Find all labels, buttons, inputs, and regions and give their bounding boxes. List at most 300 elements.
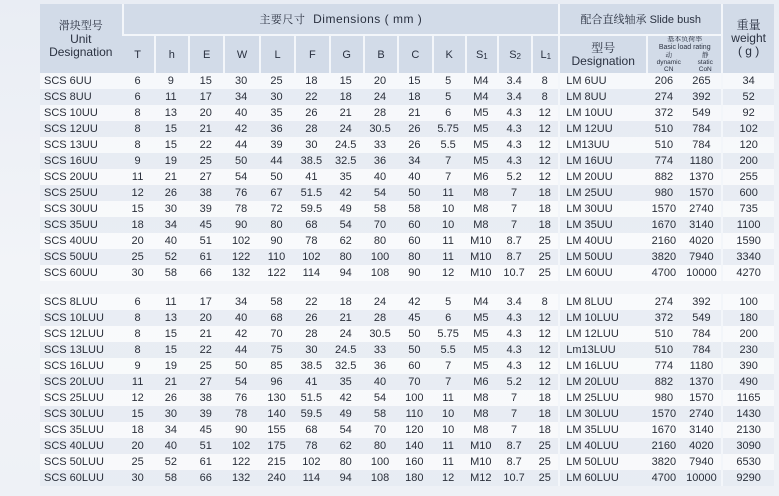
cell-K: 12 xyxy=(432,265,465,281)
cell-dynamic: 1570 xyxy=(646,201,681,217)
cell-L: 80 xyxy=(259,217,294,233)
cell-G: 94 xyxy=(329,470,363,486)
cell-S1: M8 xyxy=(465,201,497,217)
cell-C: 60 xyxy=(397,233,431,249)
table-row xyxy=(40,310,774,326)
cell-S1: M5 xyxy=(465,342,497,358)
cell-T: 30 xyxy=(122,265,154,281)
cell-model: LM 20UU xyxy=(558,169,646,185)
cell-S2: 3.4 xyxy=(497,294,531,310)
cell-weight: 490 xyxy=(721,374,774,390)
table-row xyxy=(40,454,774,470)
cell-weight: 9290 xyxy=(721,470,774,486)
cell-unit: SCS 50LUU xyxy=(40,454,122,470)
cell-W: 50 xyxy=(223,358,258,374)
cell-F: 28 xyxy=(294,326,328,342)
cell-S2: 4.3 xyxy=(497,105,531,121)
cell-weight: 102 xyxy=(721,121,774,137)
cell-h: 19 xyxy=(154,153,188,169)
cell-S2: 7 xyxy=(497,390,531,406)
cell-W: 78 xyxy=(223,201,258,217)
cell-W: 102 xyxy=(223,438,258,454)
cell-T: 18 xyxy=(122,422,154,438)
cell-unit: SCS 20UU xyxy=(40,169,122,185)
cell-E: 17 xyxy=(188,294,223,310)
cell-static: 3140 xyxy=(682,217,722,233)
cell-C: 90 xyxy=(397,265,431,281)
cell-h: 13 xyxy=(154,310,188,326)
cell-L1: 12 xyxy=(531,310,558,326)
cell-model: LM 6UU xyxy=(558,73,646,89)
cell-h: 11 xyxy=(154,89,188,105)
cell-L: 58 xyxy=(259,294,294,310)
cell-L: 110 xyxy=(259,249,294,265)
cell-static: 784 xyxy=(682,121,722,137)
cell-E: 15 xyxy=(188,73,223,89)
cell-B: 54 xyxy=(363,390,397,406)
cell-S2: 7 xyxy=(497,422,531,438)
cell-unit: SCS 13LUU xyxy=(40,342,122,358)
cell-static: 1570 xyxy=(682,185,722,201)
cell-weight: 6530 xyxy=(721,454,774,470)
cell-unit: SCS 40LUU xyxy=(40,438,122,454)
cell-G: 24 xyxy=(329,121,363,137)
cell-C: 58 xyxy=(397,201,431,217)
unit-designation-header: 滑块型号 Unit Designation xyxy=(40,4,122,73)
cell-static: 784 xyxy=(682,137,722,153)
cell-K: 5.75 xyxy=(432,121,465,137)
cell-model: LM 30LUU xyxy=(558,406,646,422)
cell-C: 50 xyxy=(397,185,431,201)
cell-model: LM 50UU xyxy=(558,249,646,265)
col-G: G xyxy=(329,34,363,73)
cell-F: 59.5 xyxy=(294,406,328,422)
cell-dynamic: 510 xyxy=(646,326,681,342)
cell-S2: 8.7 xyxy=(497,233,531,249)
cell-C: 110 xyxy=(397,406,431,422)
cell-S2: 10.7 xyxy=(497,470,531,486)
cell-B: 58 xyxy=(363,201,397,217)
cell-L1: 12 xyxy=(531,137,558,153)
cell-model: LM 8UU xyxy=(558,89,646,105)
cell-G: 49 xyxy=(329,406,363,422)
cell-L: 39 xyxy=(259,137,294,153)
cell-static: 7940 xyxy=(682,454,722,470)
cell-h: 52 xyxy=(154,454,188,470)
col-T: T xyxy=(122,34,154,73)
cell-model: LM 16LUU xyxy=(558,358,646,374)
cell-L: 140 xyxy=(259,406,294,422)
cell-unit: SCS 60UU xyxy=(40,265,122,281)
cell-C: 60 xyxy=(397,217,431,233)
cell-model: LM 35LUU xyxy=(558,422,646,438)
cell-static: 2740 xyxy=(682,406,722,422)
cell-L: 70 xyxy=(259,326,294,342)
cell-h: 58 xyxy=(154,265,188,281)
cell-static: 10000 xyxy=(682,265,722,281)
cell-E: 22 xyxy=(188,137,223,153)
cell-L1: 18 xyxy=(531,201,558,217)
cell-F: 68 xyxy=(294,422,328,438)
cell-weight: 600 xyxy=(721,185,774,201)
cell-B: 20 xyxy=(363,73,397,89)
weight-header: 重量 weight ( g ) xyxy=(721,4,774,73)
cell-G: 49 xyxy=(329,201,363,217)
cell-dynamic: 882 xyxy=(646,374,681,390)
cell-B: 58 xyxy=(363,406,397,422)
cell-weight: 1430 xyxy=(721,406,774,422)
cell-L1: 18 xyxy=(531,406,558,422)
cell-C: 180 xyxy=(397,470,431,486)
cell-K: 6 xyxy=(432,105,465,121)
table-row xyxy=(40,89,774,105)
cell-C: 45 xyxy=(397,310,431,326)
cell-S1: M12 xyxy=(465,470,497,486)
table-row xyxy=(40,249,774,265)
cell-E: 25 xyxy=(188,153,223,169)
cell-T: 12 xyxy=(122,390,154,406)
cell-L1: 25 xyxy=(531,438,558,454)
cell-static: 392 xyxy=(682,89,722,105)
cell-E: 66 xyxy=(188,470,223,486)
cell-T: 20 xyxy=(122,438,154,454)
cell-dynamic: 980 xyxy=(646,390,681,406)
cell-L: 90 xyxy=(259,233,294,249)
cell-h: 21 xyxy=(154,374,188,390)
table-row xyxy=(40,233,774,249)
dynamic-rating-label: 动 dynamic CN xyxy=(656,52,681,73)
cell-T: 6 xyxy=(122,89,154,105)
cell-B: 108 xyxy=(363,470,397,486)
cell-unit: SCS 8LUU xyxy=(40,294,122,310)
cell-static: 1180 xyxy=(682,358,722,374)
cell-weight: 4270 xyxy=(721,265,774,281)
cell-L1: 12 xyxy=(531,153,558,169)
cell-dynamic: 372 xyxy=(646,105,681,121)
cell-W: 90 xyxy=(223,422,258,438)
table-row xyxy=(40,137,774,153)
cell-T: 6 xyxy=(122,73,154,89)
cell-C: 120 xyxy=(397,422,431,438)
col-C: C xyxy=(397,34,431,73)
cell-K: 11 xyxy=(432,185,465,201)
cell-S1: M10 xyxy=(465,249,497,265)
cell-L: 72 xyxy=(259,201,294,217)
cell-C: 26 xyxy=(397,137,431,153)
cell-h: 9 xyxy=(154,73,188,89)
cell-K: 11 xyxy=(432,249,465,265)
cell-B: 70 xyxy=(363,422,397,438)
cell-h: 34 xyxy=(154,422,188,438)
cell-unit: SCS 25UU xyxy=(40,185,122,201)
cell-C: 42 xyxy=(397,294,431,310)
cell-S1: M8 xyxy=(465,185,497,201)
cell-h: 13 xyxy=(154,105,188,121)
cell-S1: M5 xyxy=(465,358,497,374)
cell-S2: 4.3 xyxy=(497,358,531,374)
cell-W: 122 xyxy=(223,454,258,470)
cell-S2: 8.7 xyxy=(497,454,531,470)
cell-K: 11 xyxy=(432,438,465,454)
cell-S1: M5 xyxy=(465,137,497,153)
cell-unit: SCS 35LUU xyxy=(40,422,122,438)
cell-L1: 12 xyxy=(531,169,558,185)
cell-T: 15 xyxy=(122,201,154,217)
cell-B: 28 xyxy=(363,310,397,326)
cell-F: 30 xyxy=(294,342,328,358)
cell-L: 25 xyxy=(259,73,294,89)
cell-unit: SCS 16UU xyxy=(40,153,122,169)
cell-W: 78 xyxy=(223,406,258,422)
cell-B: 80 xyxy=(363,438,397,454)
cell-unit: SCS 8UU xyxy=(40,89,122,105)
cell-L1: 12 xyxy=(531,121,558,137)
cell-F: 41 xyxy=(294,374,328,390)
cell-L: 215 xyxy=(259,454,294,470)
cell-dynamic: 980 xyxy=(646,185,681,201)
cell-weight: 3090 xyxy=(721,438,774,454)
cell-L1: 18 xyxy=(531,217,558,233)
cell-T: 8 xyxy=(122,342,154,358)
cell-E: 45 xyxy=(188,422,223,438)
cell-K: 10 xyxy=(432,201,465,217)
table-row xyxy=(40,217,774,233)
table-row xyxy=(40,105,774,121)
cell-W: 50 xyxy=(223,153,258,169)
table-row xyxy=(40,326,774,342)
cell-unit: SCS 10UU xyxy=(40,105,122,121)
table-row xyxy=(40,390,774,406)
cell-dynamic: 3820 xyxy=(646,454,681,470)
cell-S2: 4.3 xyxy=(497,342,531,358)
cell-G: 54 xyxy=(329,422,363,438)
cell-B: 100 xyxy=(363,249,397,265)
cell-G: 24 xyxy=(329,326,363,342)
table-row xyxy=(40,185,774,201)
cell-T: 8 xyxy=(122,137,154,153)
cell-T: 20 xyxy=(122,233,154,249)
cell-weight: 200 xyxy=(721,153,774,169)
cell-C: 80 xyxy=(397,249,431,265)
cell-static: 2740 xyxy=(682,201,722,217)
cell-model: LM 35UU xyxy=(558,217,646,233)
cell-K: 5.75 xyxy=(432,326,465,342)
cell-W: 40 xyxy=(223,105,258,121)
cell-L1: 18 xyxy=(531,185,558,201)
dimensions-header: 主要尺寸 Dimensions ( mm ) xyxy=(122,4,559,34)
cell-E: 61 xyxy=(188,249,223,265)
cell-C: 160 xyxy=(397,454,431,470)
cell-F: 22 xyxy=(294,294,328,310)
cell-W: 102 xyxy=(223,233,258,249)
cell-h: 34 xyxy=(154,217,188,233)
slide-bush-header: 配合直线轴承 Slide bush xyxy=(558,4,721,34)
cell-E: 21 xyxy=(188,326,223,342)
table-body xyxy=(40,73,774,486)
table-row xyxy=(40,422,774,438)
cell-B: 36 xyxy=(363,153,397,169)
table-header xyxy=(40,4,774,73)
cell-S1: M10 xyxy=(465,438,497,454)
cell-S1: M10 xyxy=(465,233,497,249)
cell-K: 10 xyxy=(432,422,465,438)
cell-W: 132 xyxy=(223,470,258,486)
cell-T: 9 xyxy=(122,153,154,169)
cell-model: LM 10LUU xyxy=(558,310,646,326)
cell-h: 26 xyxy=(154,390,188,406)
cell-L1: 18 xyxy=(531,422,558,438)
cell-F: 26 xyxy=(294,310,328,326)
cell-dynamic: 274 xyxy=(646,294,681,310)
cell-W: 132 xyxy=(223,265,258,281)
cell-dynamic: 510 xyxy=(646,137,681,153)
cell-unit: SCS 20LUU xyxy=(40,374,122,390)
cell-L: 122 xyxy=(259,265,294,281)
cell-F: 18 xyxy=(294,73,328,89)
cell-K: 7 xyxy=(432,358,465,374)
cell-S2: 5.2 xyxy=(497,374,531,390)
cell-S1: M5 xyxy=(465,153,497,169)
cell-B: 36 xyxy=(363,358,397,374)
cell-S1: M6 xyxy=(465,374,497,390)
cell-T: 25 xyxy=(122,249,154,265)
cell-unit: SCS 60LUU xyxy=(40,470,122,486)
cell-T: 30 xyxy=(122,470,154,486)
cell-L1: 12 xyxy=(531,358,558,374)
cell-unit: SCS 13UU xyxy=(40,137,122,153)
table-row xyxy=(40,153,774,169)
cell-S1: M10 xyxy=(465,265,497,281)
cell-S1: M6 xyxy=(465,169,497,185)
cell-S1: M8 xyxy=(465,422,497,438)
cell-L: 85 xyxy=(259,358,294,374)
cell-dynamic: 206 xyxy=(646,73,681,89)
cell-weight: 92 xyxy=(721,105,774,121)
table-row xyxy=(40,358,774,374)
cell-L1: 25 xyxy=(531,454,558,470)
table-row xyxy=(40,342,774,358)
cell-G: 21 xyxy=(329,105,363,121)
cell-C: 18 xyxy=(397,89,431,105)
table-row xyxy=(40,470,774,486)
cell-weight: 120 xyxy=(721,137,774,153)
cell-S2: 3.4 xyxy=(497,89,531,105)
cell-model: LM 20LUU xyxy=(558,374,646,390)
cell-L1: 12 xyxy=(531,326,558,342)
cell-S2: 7 xyxy=(497,406,531,422)
cell-S1: M5 xyxy=(465,326,497,342)
cell-E: 27 xyxy=(188,374,223,390)
cell-unit: SCS 40UU xyxy=(40,233,122,249)
col-h: h xyxy=(154,34,188,73)
cell-unit: SCS 35UU xyxy=(40,217,122,233)
cell-B: 30.5 xyxy=(363,121,397,137)
cell-weight: 3340 xyxy=(721,249,774,265)
cell-unit: SCS 12LUU xyxy=(40,326,122,342)
cell-model: LM 40UU xyxy=(558,233,646,249)
cell-K: 5.5 xyxy=(432,137,465,153)
cell-h: 21 xyxy=(154,169,188,185)
cell-S2: 3.4 xyxy=(497,73,531,89)
cell-model: LM 60LUU xyxy=(558,470,646,486)
cell-S2: 4.3 xyxy=(497,137,531,153)
cell-model: LM 40LUU xyxy=(558,438,646,454)
cell-S2: 8.7 xyxy=(497,249,531,265)
cell-dynamic: 4700 xyxy=(646,265,681,281)
cell-F: 102 xyxy=(294,454,328,470)
cell-E: 38 xyxy=(188,185,223,201)
cell-C: 50 xyxy=(397,342,431,358)
cell-G: 62 xyxy=(329,438,363,454)
cell-B: 70 xyxy=(363,217,397,233)
cell-h: 11 xyxy=(154,294,188,310)
col-S1: S1 xyxy=(465,34,497,73)
cell-h: 30 xyxy=(154,201,188,217)
cell-C: 100 xyxy=(397,390,431,406)
cell-B: 33 xyxy=(363,342,397,358)
cell-L1: 25 xyxy=(531,233,558,249)
cell-weight: 52 xyxy=(721,89,774,105)
cell-weight: 34 xyxy=(721,73,774,89)
cell-h: 52 xyxy=(154,249,188,265)
cell-E: 39 xyxy=(188,201,223,217)
cell-C: 34 xyxy=(397,153,431,169)
cell-h: 40 xyxy=(154,233,188,249)
cell-B: 100 xyxy=(363,454,397,470)
cell-L: 50 xyxy=(259,169,294,185)
cell-L: 75 xyxy=(259,342,294,358)
cell-K: 6 xyxy=(432,310,465,326)
cell-unit: SCS 50UU xyxy=(40,249,122,265)
group-spacer xyxy=(40,281,774,294)
cell-K: 11 xyxy=(432,233,465,249)
cell-L1: 25 xyxy=(531,265,558,281)
cell-h: 15 xyxy=(154,326,188,342)
cell-B: 24 xyxy=(363,89,397,105)
cell-C: 50 xyxy=(397,326,431,342)
cell-K: 7 xyxy=(432,374,465,390)
cell-G: 42 xyxy=(329,390,363,406)
cell-G: 42 xyxy=(329,185,363,201)
cell-weight: 1590 xyxy=(721,233,774,249)
cell-K: 12 xyxy=(432,470,465,486)
cell-L1: 12 xyxy=(531,342,558,358)
cell-weight: 230 xyxy=(721,342,774,358)
cell-E: 25 xyxy=(188,358,223,374)
cell-S1: M4 xyxy=(465,89,497,105)
cell-dynamic: 372 xyxy=(646,310,681,326)
cell-model: LM 60UU xyxy=(558,265,646,281)
cell-L1: 8 xyxy=(531,294,558,310)
table-row xyxy=(40,73,774,89)
cell-G: 54 xyxy=(329,217,363,233)
cell-F: 41 xyxy=(294,169,328,185)
cell-static: 10000 xyxy=(682,470,722,486)
cell-weight: 390 xyxy=(721,358,774,374)
table-row xyxy=(40,406,774,422)
cell-L1: 25 xyxy=(531,249,558,265)
cell-S1: M4 xyxy=(465,294,497,310)
cell-S2: 4.3 xyxy=(497,326,531,342)
cell-dynamic: 1670 xyxy=(646,422,681,438)
cell-C: 21 xyxy=(397,105,431,121)
cell-W: 40 xyxy=(223,310,258,326)
cell-weight: 1165 xyxy=(721,390,774,406)
cell-K: 5 xyxy=(432,89,465,105)
cell-static: 549 xyxy=(682,310,722,326)
cell-W: 34 xyxy=(223,89,258,105)
cell-C: 140 xyxy=(397,438,431,454)
